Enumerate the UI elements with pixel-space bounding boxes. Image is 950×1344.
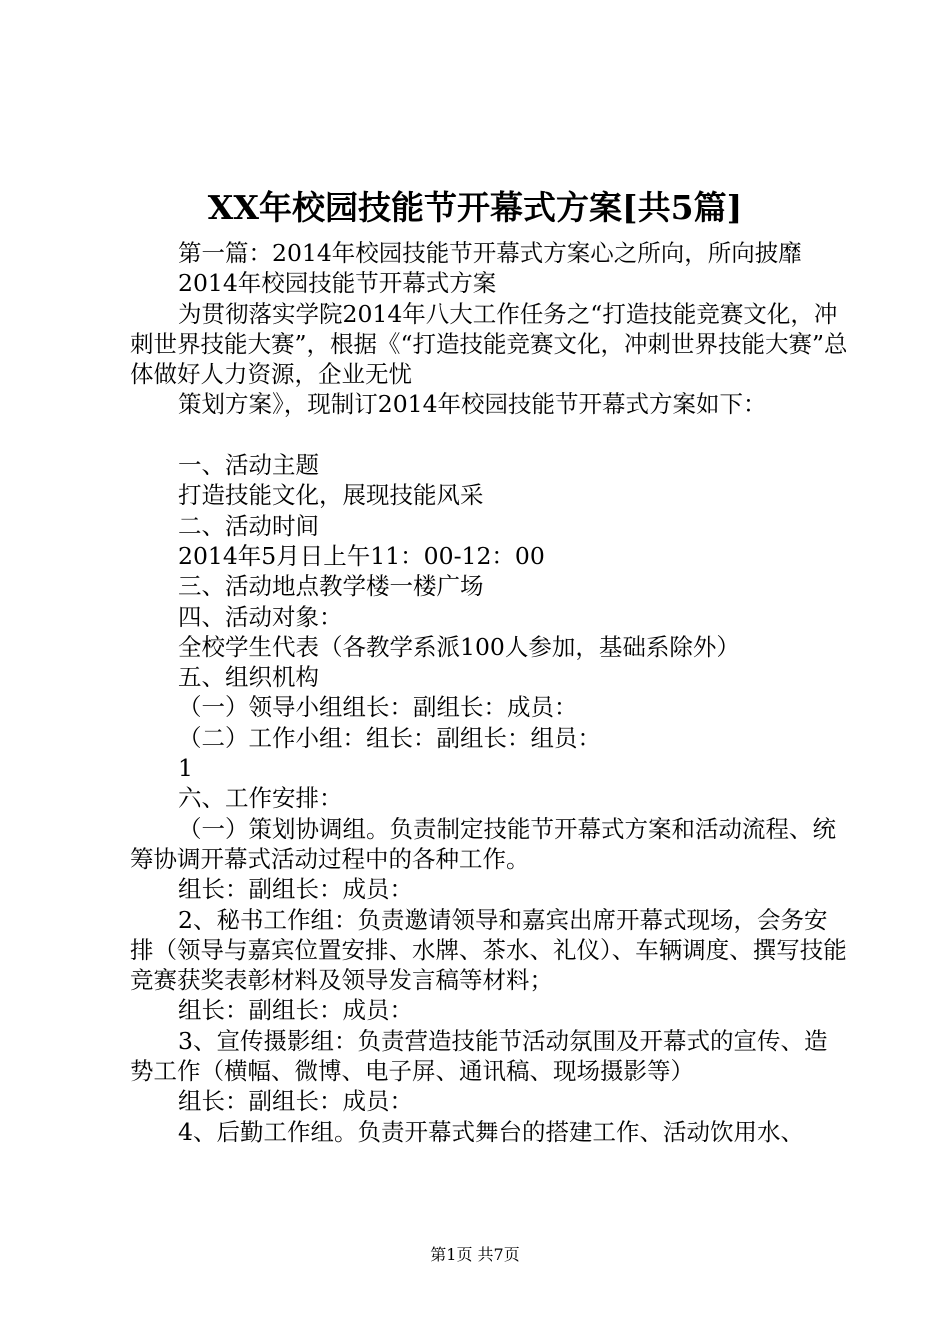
paragraph-planning-group: （一）策划协调组。负责制定技能节开幕式方案和活动流程、统筹协调开幕式活动过程中的各种工作。 bbox=[130, 814, 836, 873]
document-body bbox=[130, 238, 850, 1147]
paragraph-theme: 打造技能文化，展现技能风采 bbox=[178, 481, 484, 510]
document-title: XX年校园技能节开幕式方案[共5篇] bbox=[207, 188, 743, 227]
paragraph-intro: 为贯彻落实学院2014年八大工作任务之“打造技能竞赛文化，冲刺世界技能大赛”，根据《“打造技能竞赛文化，冲刺世界技能大赛”总体做好人力资源，企业无忧 bbox=[130, 299, 848, 389]
paragraph-secretary-members: 组长：副组长：成员： bbox=[178, 996, 413, 1025]
page-footer: 第1页 共7页 bbox=[430, 1245, 520, 1264]
paragraph-publicity-group: 3、宣传摄影组：负责营造技能节活动氛围及开幕式的宣传、造势工作（横幅、微博、电子屏、通讯稿、现场摄影等） bbox=[130, 1026, 828, 1086]
paragraph-intro-continued: 策划方案》，现制订2014年校园技能节开幕式方案如下： bbox=[178, 390, 767, 419]
paragraph-audience: 全校学生代表（各教学系派100人参加，基础系除外） bbox=[178, 632, 740, 661]
section-heading-audience: 四、活动对象： bbox=[178, 602, 343, 631]
paragraph-chapter-heading: 第一篇：2014年校园技能节开幕式方案心之所向，所向披靡 bbox=[178, 239, 802, 267]
paragraph-leadership-group: （一）领导小组组长：副组长：成员： bbox=[178, 693, 578, 722]
section-heading-time: 二、活动时间 bbox=[178, 511, 319, 540]
paragraph-time: 2014年5月日上午11：00-12：00 bbox=[178, 541, 545, 570]
paragraph-item-number: 1 bbox=[178, 754, 193, 783]
paragraph-planning-members: 组长：副组长：成员： bbox=[178, 875, 413, 904]
paragraph-publicity-members: 组长：副组长：成员： bbox=[178, 1087, 413, 1116]
paragraph-subtitle: 2014年校园技能节开幕式方案 bbox=[178, 269, 497, 298]
section-heading-organization: 五、组织机构 bbox=[178, 663, 319, 692]
blank-line bbox=[130, 420, 850, 450]
paragraph-secretary-group: 2、秘书工作组：负责邀请领导和嘉宾出席开幕式现场，会务安排（领导与嘉宾位置安排、水牌、茶水、礼仪）、车辆调度、撰写技能竞赛获奖表彰材料及领导发言稿等材料； bbox=[130, 905, 847, 995]
paragraph-logistics-group: 4、后勤工作组。负责开幕式舞台的搭建工作、活动饮用水、 bbox=[178, 1117, 804, 1146]
paragraph-working-group: （二）工作小组：组长：副组长：组员： bbox=[178, 723, 601, 752]
section-heading-arrangement: 六、工作安排： bbox=[178, 784, 343, 813]
section-heading-location: 三、活动地点教学楼一楼广场 bbox=[178, 572, 484, 601]
section-heading-theme: 一、活动主题 bbox=[178, 451, 319, 480]
